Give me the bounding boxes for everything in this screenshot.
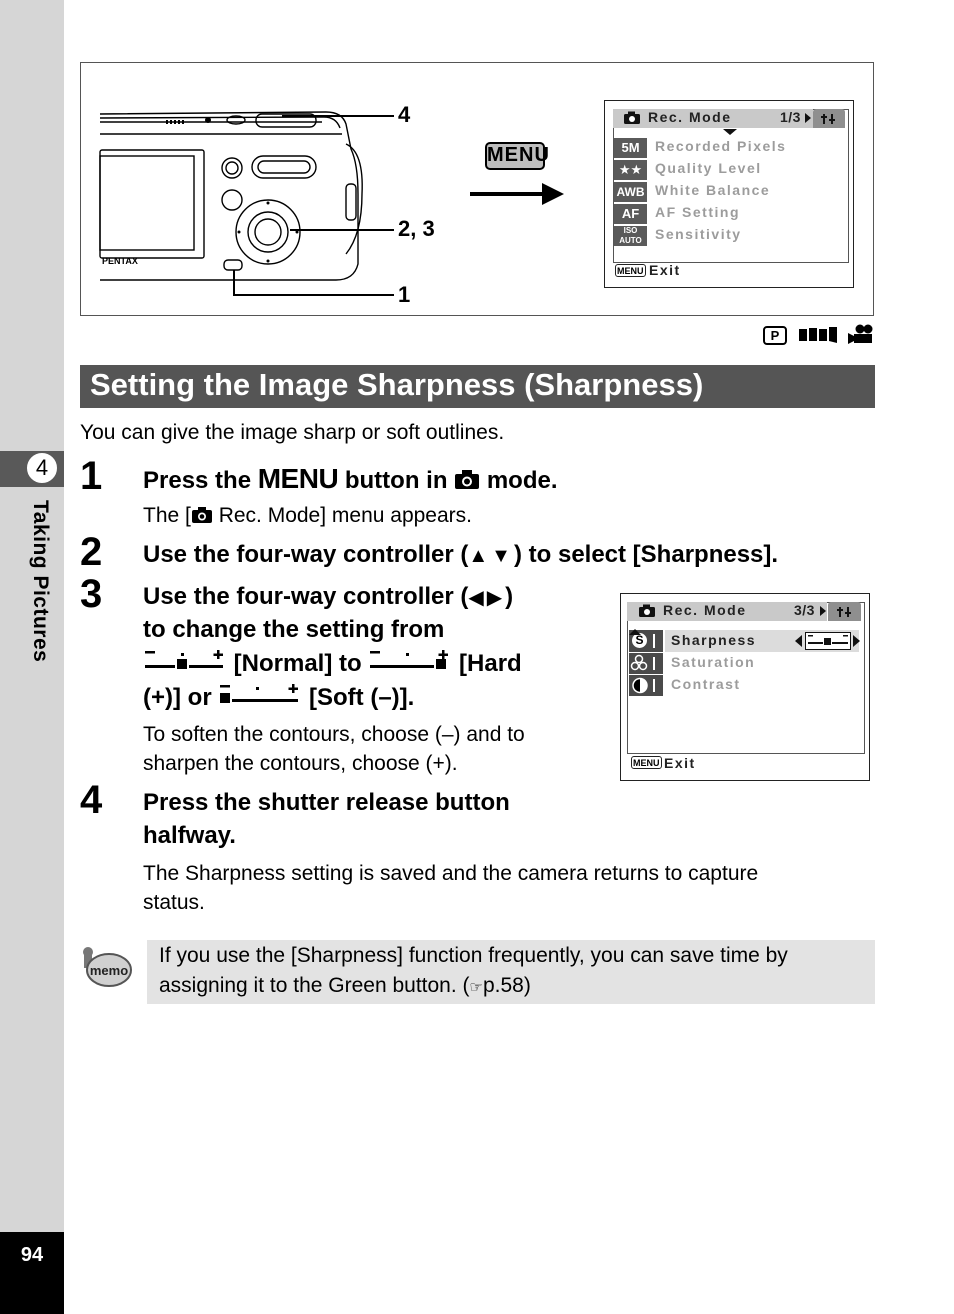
memo-line-2: assigning it to the Green button. (☞p.58): [159, 974, 531, 997]
step-2-title: Use the four-way controller (▲▼) to select [Sharpness].: [143, 541, 779, 568]
step-4-title-line-2: halfway.: [143, 822, 236, 849]
camera-brand: PENTAX: [102, 256, 138, 266]
step-1-note: The [ Rec. Mode] menu appears.: [143, 504, 472, 527]
exit-label: Exit: [664, 755, 696, 771]
step-4-note-line-2: status.: [143, 891, 205, 914]
step-number-2: 2: [80, 530, 103, 574]
menu-key-small-icon: MENU: [617, 266, 644, 276]
menu-button-label: MENU: [257, 463, 339, 494]
menu-item-sharpness: Sharpness: [671, 632, 757, 648]
callout-shutter: 4: [398, 102, 411, 127]
step-3-line-3: [Normal] to [Hard: [143, 647, 522, 681]
quality-level-icon: ★★: [614, 160, 647, 180]
memo-line-1: If you use the [Sharpness] function frequently, you can save time by: [159, 944, 788, 967]
step-3-line-2: to change the setting from: [143, 616, 445, 643]
camera-illustration: [96, 104, 406, 304]
saturation-icon: [629, 653, 663, 674]
menu-item-recorded-pixels: Recorded Pixels: [655, 138, 787, 154]
sharpness-normal-icon: [143, 649, 227, 675]
step-3-line-1: Use the four-way controller (◀▶): [143, 583, 514, 610]
sharpness-soft-icon: [218, 683, 302, 709]
menu-item-white-balance: White Balance: [655, 182, 771, 198]
callout-controller: 2, 3: [398, 216, 435, 241]
white-balance-icon: AWB: [614, 182, 647, 202]
page-arrow-icon: [820, 606, 826, 616]
menu-key-small-icon: MENU: [633, 758, 660, 768]
setup-tab: [813, 109, 845, 128]
movie-mode-icon: [846, 323, 874, 347]
program-mode-icon: P: [763, 326, 787, 345]
screen-title: Rec. Mode: [648, 109, 732, 125]
camera-icon: [191, 506, 213, 524]
step-number-3: 3: [80, 572, 103, 616]
contrast-icon: [629, 675, 663, 696]
sharpness-setting-icon: S: [629, 630, 663, 652]
page-number: 94: [20, 1244, 44, 1266]
sharpness-value-icon: [805, 632, 851, 650]
cursor-down-icon: [723, 129, 737, 135]
camera-icon: [638, 604, 656, 618]
step-number-4: 4: [80, 778, 103, 822]
cursor-up-icon: [629, 629, 641, 635]
recorded-pixels-icon: 5M: [614, 138, 647, 158]
chapter-number: 4: [25, 451, 59, 485]
arrow-right-icon: [468, 180, 568, 208]
af-setting-icon: AF: [614, 204, 647, 224]
menu-item-quality-level: Quality Level: [655, 160, 762, 176]
memo-icon: [80, 944, 136, 992]
camera-icon: [454, 469, 480, 490]
step-3-note-line-2: sharpen the contours, choose (+).: [143, 752, 458, 775]
menu-item-saturation: Saturation: [671, 654, 756, 670]
step-3-line-4: (+)] or [Soft (–)].: [143, 684, 415, 711]
lcd-screen-sharpness: [620, 593, 870, 781]
up-down-arrows-icon: ▲▼: [468, 545, 514, 567]
screen-page: 1/3: [780, 109, 801, 125]
page-arrow-icon: [805, 113, 811, 123]
screen-title: Rec. Mode: [663, 602, 747, 618]
setup-tab: [828, 602, 861, 621]
intro-text: You can give the image sharp or soft outlines.: [80, 421, 505, 444]
screen-page: 3/3: [794, 602, 815, 618]
menu-item-sensitivity: Sensitivity: [655, 226, 742, 242]
menu-item-af-setting: AF Setting: [655, 204, 740, 220]
memo-text: [159, 941, 869, 1003]
value-right-arrow-icon: [853, 635, 860, 647]
menu-item-contrast: Contrast: [671, 676, 741, 692]
sharpness-hard-icon: [368, 649, 452, 675]
chapter-title: Taking Pictures: [29, 500, 52, 663]
step-3-note-line-1: To soften the contours, choose (–) and to: [143, 723, 525, 746]
camera-icon: [623, 111, 641, 125]
step-1-title: Press the MENU button in mode.: [143, 463, 558, 494]
svg-text:memo: memo: [89, 963, 129, 978]
value-left-arrow-icon: [795, 635, 802, 647]
step-4-title-line-1: Press the shutter release button: [143, 789, 510, 816]
page-reference-icon: ☞: [469, 979, 483, 996]
sensitivity-icon: ISO AUTO: [614, 226, 647, 246]
lcd-screen-rec-mode: [604, 100, 854, 288]
scene-modes-icon: [797, 325, 839, 345]
step-4-note-line-1: The Sharpness setting is saved and the camera returns to capture: [143, 862, 759, 885]
exit-label: Exit: [649, 262, 681, 278]
wrench-icon: [813, 109, 845, 128]
menu-key-icon: MENU: [485, 142, 545, 170]
section-title: Setting the Image Sharpness (Sharpness): [90, 367, 704, 402]
left-right-arrows-icon: ◀▶: [468, 587, 506, 609]
step-number-1: 1: [80, 454, 103, 498]
wrench-icon: [828, 602, 861, 621]
callout-menu-button: 1: [398, 282, 411, 307]
